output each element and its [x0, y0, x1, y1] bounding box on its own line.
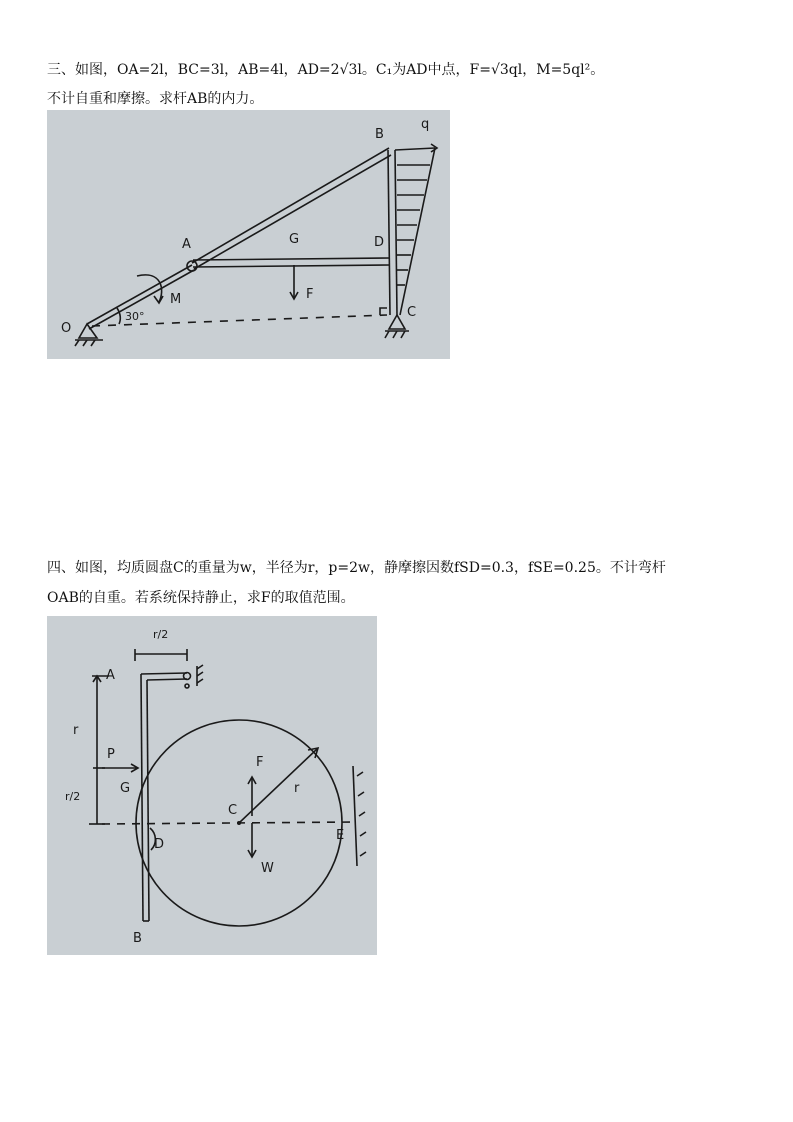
wall-e [353, 766, 357, 866]
rod-ad [193, 258, 390, 260]
label-p: P [107, 747, 115, 762]
disk-lever-diagram [47, 616, 377, 955]
label-w: W [261, 861, 274, 876]
label-r-half-top: r/2 [153, 628, 169, 641]
label-m: M [170, 292, 182, 307]
label-f: F [256, 755, 264, 770]
problem-3-question: 不计自重和摩擦。求杆AB的内力。 [47, 91, 264, 107]
truss-diagram [47, 110, 450, 359]
label-r-half-lower: r/2 [65, 790, 81, 803]
label-g: G [120, 781, 131, 796]
problem-4-figure [47, 616, 377, 955]
label-d: D [374, 235, 385, 250]
label-a: A [106, 668, 115, 683]
label-c: C [407, 305, 417, 320]
label-c: C [228, 803, 238, 818]
label-g: G [289, 232, 300, 247]
label-b: B [133, 931, 142, 946]
label-f: F [306, 287, 314, 302]
support-c [389, 315, 405, 329]
problem-3-figure [47, 110, 450, 359]
rod-ab-vertical [141, 674, 143, 921]
label-angle: 30° [125, 310, 145, 323]
rod-oa-horizontal [141, 673, 187, 674]
rod-bc [388, 150, 390, 315]
problem-4-question: OAB的自重。若系统保持静止，求F的取值范围。 [47, 590, 355, 606]
label-q: q [421, 117, 430, 132]
label-b: B [375, 127, 384, 142]
label-r-left: r [73, 723, 79, 738]
label-o: O [61, 321, 72, 336]
label-e: E [336, 828, 345, 843]
problem-3-statement: 三、如图，OA=2l，BC=3l，AB=4l，AD=2√3l。C₁为AD中点，F=√3ql，M=5ql²。 [47, 62, 605, 78]
problem-4-statement: 四、如图，均质圆盘C的重量为w，半径为r，p=2w，静摩擦因数fSD=0.3，fSE=0.25。不计弯杆 [47, 560, 666, 576]
radius-line [239, 749, 317, 823]
label-d: D [154, 837, 165, 852]
label-a: A [182, 237, 191, 252]
label-r-radius: r [294, 781, 300, 796]
